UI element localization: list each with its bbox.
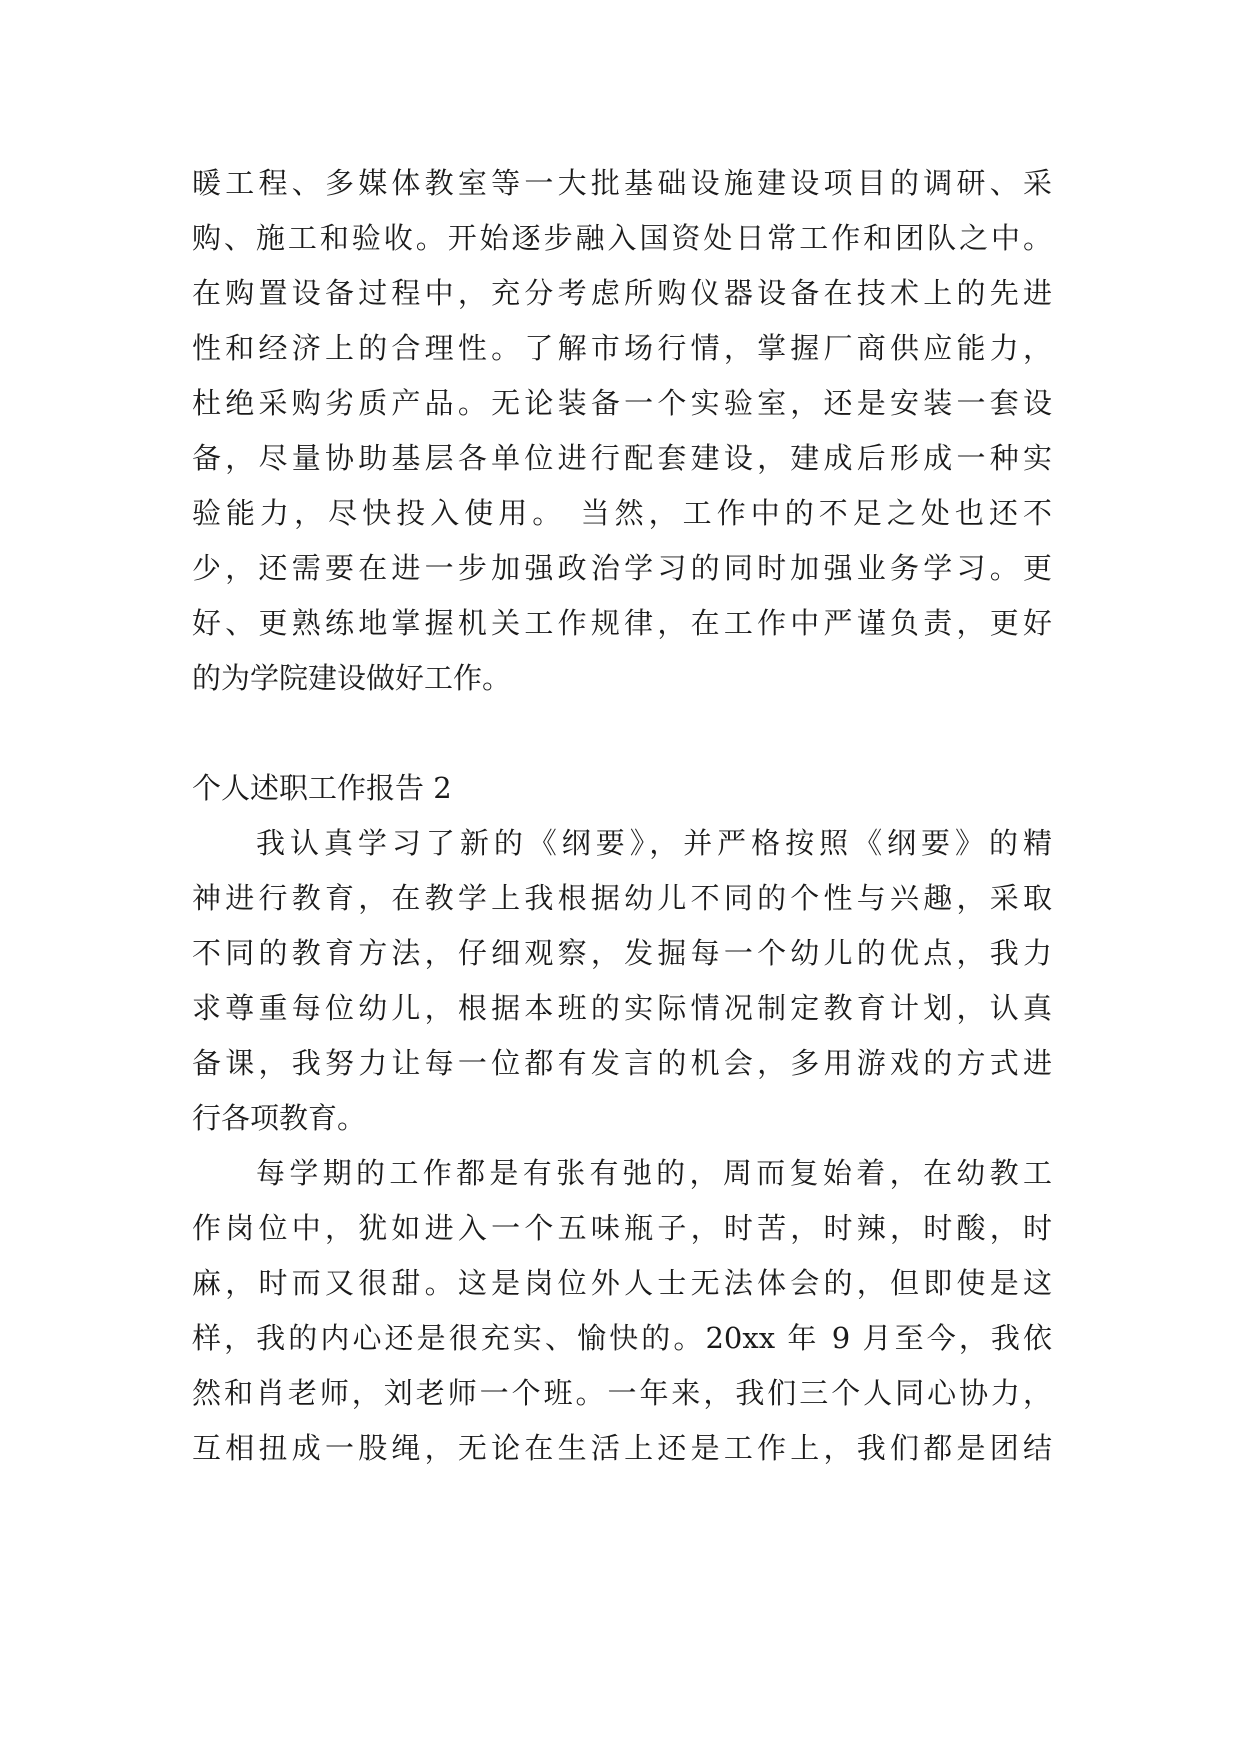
body-line: 少，还需要在进一步加强政治学习的同时加强业务学习。更 <box>192 551 1052 585</box>
body-line: 互相扭成一股绳，无论在生活上还是工作上，我们都是团结 <box>192 1431 1052 1465</box>
body-line: 求尊重每位幼儿，根据本班的实际情况制定教育计划，认真 <box>192 991 1052 1025</box>
body-line: 好、更熟练地掌握机关工作规律，在工作中严谨负责，更好 <box>192 606 1052 640</box>
body-line: 备，尽量协助基层各单位进行配套建设，建成后形成一种实 <box>192 441 1052 475</box>
body-line: 麻，时而又很甜。这是岗位外人士无法体会的，但即使是这 <box>192 1266 1052 1300</box>
body-line: 性和经济上的合理性。了解市场行情，掌握厂商供应能力， <box>192 331 1052 365</box>
body-line: 在购置设备过程中，充分考虑所购仪器设备在技术上的先进 <box>192 276 1052 310</box>
body-line: 样，我的内心还是很充实、愉快的。20xx 年 9 月至今，我依 <box>192 1321 1052 1355</box>
body-line: 我认真学习了新的《纲要》，并严格按照《纲要》的精 <box>256 826 1052 860</box>
body-line: 购、施工和验收。开始逐步融入国资处日常工作和团队之中。 <box>192 221 1052 255</box>
body-line: 每学期的工作都是有张有弛的，周而复始着，在幼教工 <box>256 1156 1052 1190</box>
body-line: 不同的教育方法，仔细观察，发掘每一个幼儿的优点，我力 <box>192 936 1052 970</box>
body-line: 行各项教育。 <box>192 1101 367 1135</box>
body-line: 作岗位中，犹如进入一个五味瓶子，时苦，时辣，时酸，时 <box>192 1211 1052 1245</box>
section-heading: 个人述职工作报告 2 <box>192 771 452 805</box>
body-line: 杜绝采购劣质产品。无论装备一个实验室，还是安装一套设 <box>192 386 1052 420</box>
body-line: 然和肖老师，刘老师一个班。一年来，我们三个人同心协力， <box>192 1376 1052 1410</box>
body-line: 备课，我努力让每一位都有发言的机会，多用游戏的方式进 <box>192 1046 1052 1080</box>
body-line: 神进行教育，在教学上我根据幼儿不同的个性与兴趣，采取 <box>192 881 1052 915</box>
body-line: 的为学院建设做好工作。 <box>192 661 512 695</box>
body-line: 暖工程、多媒体教室等一大批基础设施建设项目的调研、采 <box>192 166 1052 200</box>
body-line: 验能力，尽快投入使用。 当然，工作中的不足之处也还不 <box>192 496 1052 530</box>
